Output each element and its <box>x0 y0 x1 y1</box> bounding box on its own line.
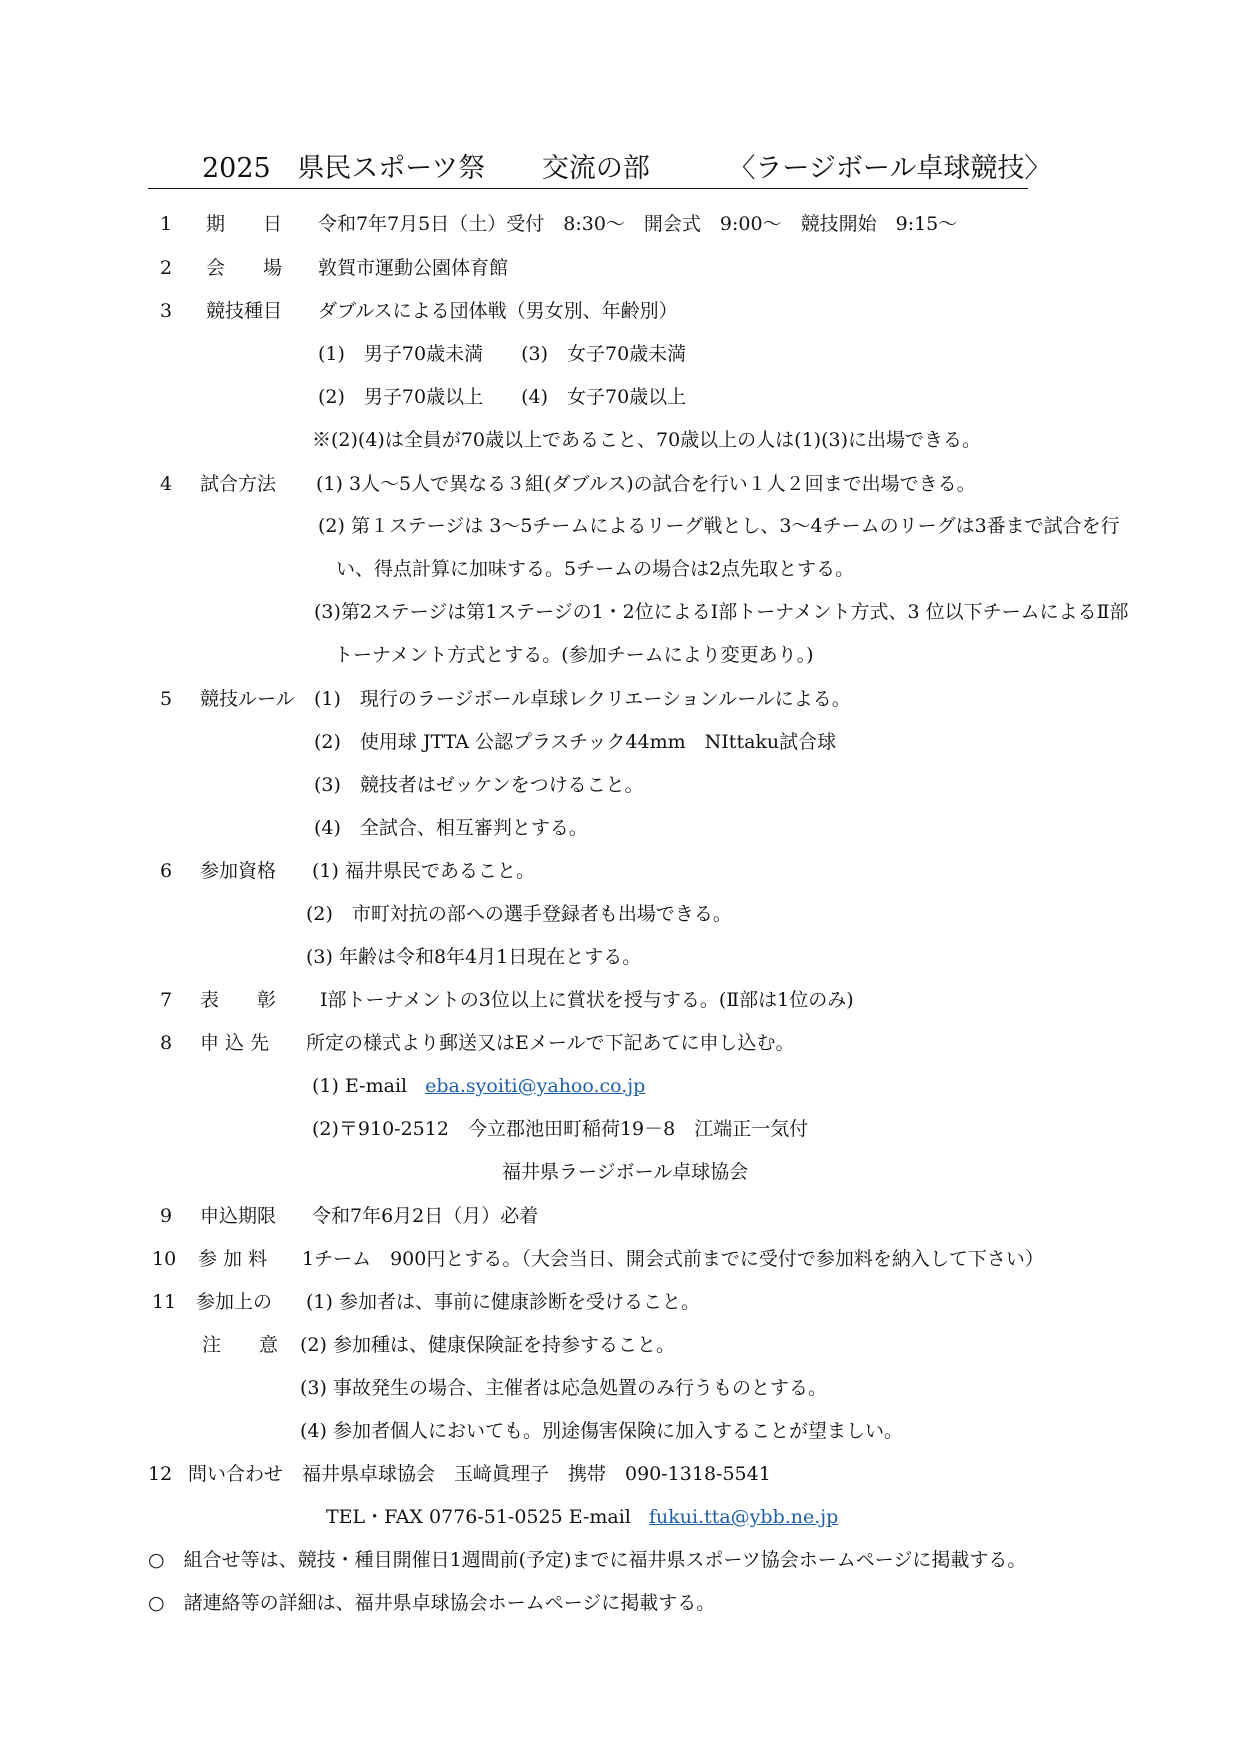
item-7-number: 7 <box>160 989 173 1011</box>
item-9-number: 9 <box>160 1205 173 1227</box>
item-11-sub2: (2) 参加種は、健康保険証を持参すること。 <box>300 1334 675 1356</box>
item-7-label: 表 彰 <box>200 989 277 1011</box>
item-12-number: 12 <box>148 1463 173 1485</box>
item-3-text: ダブルスによる団体戦（男女別、年齢別） <box>318 300 678 322</box>
item-4-text: (1) 3人～5人で異なる３組(ダブルス)の試合を行い１人２回まで出場できる。 <box>316 473 976 495</box>
item-12-contact-line <box>326 1505 838 1529</box>
item-2-label: 会 場 <box>206 257 283 279</box>
note-schedule: ○ 組合せ等は、競技・種目開催日1週間前(予定)までに福井県スポーツ協会ホームページに掲載する。 <box>148 1549 1027 1571</box>
item-1-number: 1 <box>160 213 173 235</box>
item-8-label: 申 込 先 <box>200 1032 270 1054</box>
contact-email-link[interactable]: fukui.tta@ybb.ne.jp <box>648 1506 839 1528</box>
item-5-sub4: (4) 全試合、相互審判とする。 <box>314 817 588 839</box>
item-10-text: 1チーム 900円とする。（大会当日、開会式前までに受付で参加料を納入して下さい） <box>302 1248 1044 1270</box>
item-9-text: 令和7年6月2日（月）必着 <box>312 1205 539 1227</box>
item-6-label: 参加資格 <box>200 860 277 882</box>
item-1-label: 期 日 <box>206 213 283 235</box>
item-4-number: 4 <box>160 473 173 495</box>
item-12-text: 福井県卓球協会 玉﨑眞理子 携帯 090-1318-5541 <box>302 1463 771 1485</box>
title-division: 交流の部 <box>541 153 650 184</box>
item-5-sub2: (2) 使用球 JTTA 公認プラスチック44mm NIttaku試合球 <box>314 731 837 753</box>
item-11-sub3: (3) 事故発生の場合、主催者は応急処置のみ行うものとする。 <box>300 1377 827 1399</box>
item-4-sub2b: い、得点計算に加味する。5チームの場合は2点先取とする。 <box>336 558 855 580</box>
item-3-label: 競技種目 <box>206 300 283 322</box>
item-5-sub3: (3) 競技者はゼッケンをつけること。 <box>314 774 644 796</box>
item-2-text: 敦賀市運動公園体育館 <box>318 257 509 279</box>
item-8-number: 8 <box>160 1032 173 1054</box>
item-3-sub2: (2) 男子70歳以上 (4) 女子70歳以上 <box>318 386 687 408</box>
item-6-sub2: (2) 市町対抗の部への選手登録者も出場できる。 <box>306 903 732 925</box>
item-7-text: Ⅰ部トーナメントの3位以上に賞状を授与する。(Ⅱ部は1位のみ) <box>320 989 854 1011</box>
page-title <box>148 152 1052 189</box>
item-5-text: (1) 現行のラージボール卓球レクリエーションルールによる。 <box>314 688 851 710</box>
title-sport: 〈ラージボール卓球競技〉 <box>728 153 1052 184</box>
item-10-number: 10 <box>152 1248 177 1270</box>
item-11-sub1: (1) 参加者は、事前に健康診断を受けること。 <box>306 1291 700 1313</box>
application-email-link[interactable]: eba.syoiti@yahoo.co.jp <box>425 1075 646 1097</box>
title-event: 県民スポーツ祭 <box>297 153 486 184</box>
item-1-text: 令和7年7月5日（土）受付 8:30～ 開会式 9:00～ 競技開始 9:15～ <box>318 213 958 235</box>
item-5-number: 5 <box>160 688 173 710</box>
item-8-organization: 福井県ラージボール卓球協会 <box>502 1161 749 1183</box>
item-8-address: (2)〒910-2512 今立郡池田町稲荷19－8 江端正一気付 <box>312 1118 809 1140</box>
note-details: ○ 諸連絡等の詳細は、福井県卓球協会ホームページに掲載する。 <box>148 1592 716 1614</box>
item-8-email-prefix: (1) E-mail <box>312 1075 408 1097</box>
item-4-label: 試合方法 <box>200 473 277 495</box>
item-12-contact-prefix: TEL・FAX 0776-51-0525 E-mail <box>326 1506 631 1528</box>
item-8-email-line <box>312 1074 645 1098</box>
item-6-sub3: (3) 年齢は令和8年4月1日現在とする。 <box>306 946 642 968</box>
item-5-label: 競技ルール <box>200 688 295 710</box>
item-10-label: 参 加 料 <box>198 1248 268 1270</box>
item-4-sub3a: (3)第2ステージは第1ステージの1・2位によるⅠ部トーナメント方式、3 位以下チームによるⅡ部 <box>314 601 1129 623</box>
item-12-label: 問い合わせ <box>188 1463 284 1485</box>
item-4-sub3b: トーナメント方式とする。(参加チームにより変更あり。) <box>334 644 814 666</box>
item-11-number: 11 <box>152 1291 177 1313</box>
item-11-label-line1: 参加上の <box>196 1291 273 1313</box>
title-year: 2025 <box>202 153 271 184</box>
item-9-label: 申込期限 <box>200 1205 277 1227</box>
item-11-label-line2: 注 意 <box>202 1334 279 1356</box>
item-3-number: 3 <box>160 300 173 322</box>
item-6-text: (1) 福井県民であること。 <box>312 860 535 882</box>
item-6-number: 6 <box>160 860 173 882</box>
item-3-sub1: (1) 男子70歳未満 (3) 女子70歳未満 <box>318 343 687 365</box>
item-11-sub4: (4) 参加者個人においても。別途傷害保険に加入することが望ましい。 <box>300 1420 903 1442</box>
item-3-note: ※(2)(4)は全員が70歳以上であること、70歳以上の人は(1)(3)に出場できる。 <box>312 429 982 451</box>
item-4-sub2a: (2) 第１ステージは 3～5チームによるリーグ戦とし、3～4チームのリーグは3番まで試合を行 <box>318 515 1120 537</box>
item-8-text: 所定の様式より郵送又はEメールで下記あてに申し込む。 <box>306 1032 795 1054</box>
item-2-number: 2 <box>160 257 173 279</box>
